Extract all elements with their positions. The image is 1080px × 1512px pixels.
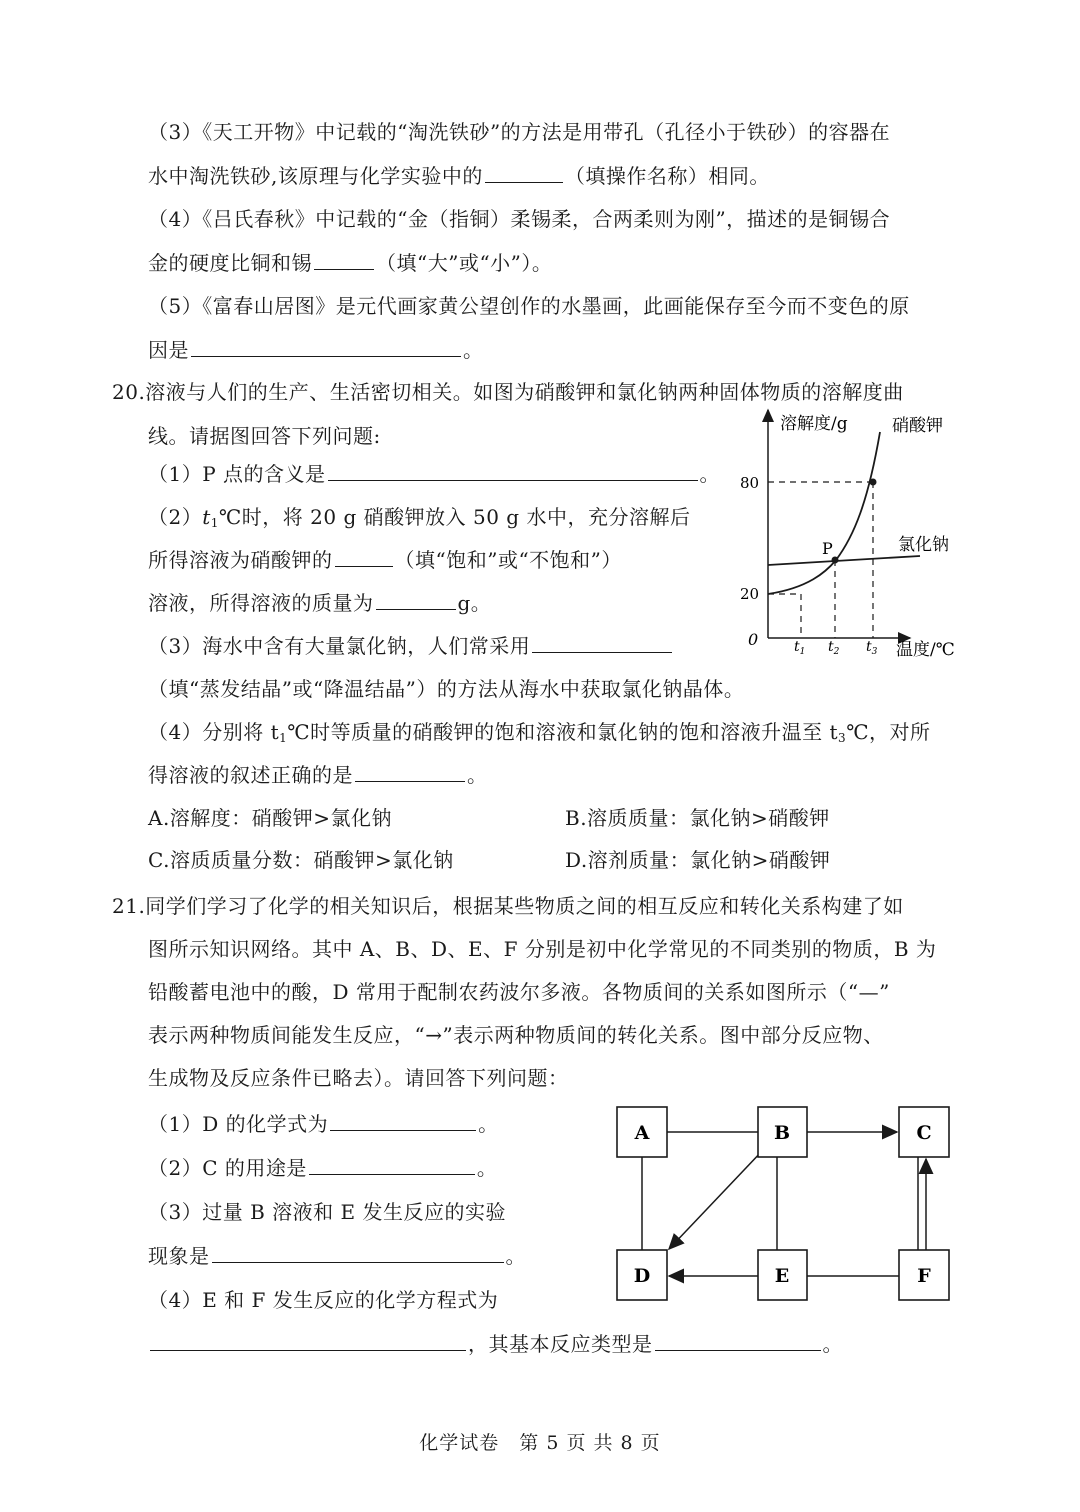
q19-p3-line1: （3）《天工开物》中记载的“淘洗铁砂”的方法是用带孔（孔径小于铁砂）的容器在 [148,120,891,144]
reaction-network-diagram [605,1095,960,1310]
origin-label: 0 [748,630,759,649]
q20-p4-text-mid: ℃时等质量的硝酸钾的饱和溶液和氯化钠的饱和溶液升温至 t [287,720,839,744]
q21-p4-line1: （4）E 和 F 发生反应的化学方程式为 [148,1288,499,1312]
q20-p2-t-sub: 1 [210,516,219,530]
edge-b-d [669,1150,763,1249]
q20-option-b[interactable]: B.溶质质量：氯化钠>硝酸钾 [565,806,830,830]
q21-p4-equation-blank[interactable] [150,1330,466,1351]
node-b [758,1107,807,1157]
q21-intro-line3: 铅酸蓄电池中的酸，D 常用于配制农药波尔多液。各物质间的关系如图所示（“—” [148,980,890,1004]
q20-p4-text-pre: （4）分别将 t [148,720,280,744]
q21-p4-type-blank[interactable] [655,1330,821,1351]
q20-p2-line2-text-b: （填“饱和”或“不饱和”） [394,548,622,572]
q21-p2-answer-blank[interactable] [309,1154,475,1175]
q20-p4-sub3: 3 [838,731,847,745]
q20-option-d[interactable]: D.溶剂质量：氯化钠>硝酸钾 [565,848,831,872]
q20-p1-text-a: （1）P 点的含义是 [148,462,326,486]
q21-intro-line1: 21.同学们学习了化学的相关知识后，根据某些物质之间的相互反应和转化关系构建了如 [112,894,904,918]
q20-option-c[interactable]: C.溶质质量分数：硝酸钾>氯化钠 [148,848,454,872]
q19-p3-answer-blank[interactable] [485,162,563,183]
q20-p4-sub1: 1 [279,731,288,745]
q20-p3-line2: （填“蒸发结晶”或“降温结晶”）的方法从海水中获取氯化钠晶体。 [148,677,745,701]
node-c-label: C [916,1122,932,1144]
point-p-label: P [822,539,833,558]
node-b-label: B [773,1122,791,1144]
page-footer: 化学试卷 第 5 页 共 8 页 [419,1432,661,1454]
q21-p4-line2 [148,1330,843,1358]
q19-p4-line1: （4）《吕氏春秋》中记载的“金（指铜）柔锡柔，合两柔则为刚”，描述的是铜锡合 [148,207,891,231]
q20-p2-line3 [148,589,491,617]
q19-p5-text-a: 因是 [148,338,189,362]
q20-p2-line3-text-b: g。 [457,591,492,615]
node-a [617,1107,667,1157]
node-a-label: A [634,1122,650,1144]
q21-p3-line2 [148,1242,526,1270]
q21-p3-line1: （3）过量 B 溶液和 E 发生反应的实验 [148,1200,506,1224]
q20-p4-line1 [148,718,931,752]
q21-p1-answer-blank[interactable] [330,1110,476,1131]
q20-p4-line2-text-a: 得溶液的叙述正确的是 [148,763,353,787]
series-label-nacl: 氯化钠 [898,535,949,555]
node-e-label: E [774,1265,790,1287]
series-label-kno3: 硝酸钾 [892,416,943,436]
q19-p4-answer-blank[interactable] [314,249,374,270]
q21-p1-text-a: （1）D 的化学式为 [148,1112,329,1136]
solubility-chart [728,402,978,664]
q21-p1 [148,1110,499,1138]
q21-intro-line5: 生成物及反应条件已略去）。请回答下列问题： [148,1066,569,1090]
q20-p3-answer-blank[interactable] [532,632,672,653]
q19-p3-text-b: （填操作名称）相同。 [564,164,770,188]
q21-p1-text-b: 。 [478,1112,499,1136]
q19-p3-text-a: 水中淘洗铁砂,该原理与化学实验中的 [148,164,483,188]
q21-intro-line4: 表示两种物质间能发生反应，“→”表示两种物质间的转化关系。图中部分反应物、 [148,1023,884,1047]
series-line-nacl [768,556,920,565]
x-tick-t2: $t_2$ [828,639,840,657]
node-f-label: F [917,1265,931,1287]
q21-p4-text-a: ，其基本反应类型是 [468,1332,653,1356]
x-tick-t1: $t_1$ [794,639,806,657]
q19-p3-line2 [148,162,770,190]
q21-intro-line2: 图所示知识网络。其中 A、B、D、E、F 分别是初中化学常见的不同类别的物质，B 为 [148,937,937,961]
q20-p4-text-post: ℃，对所 [846,720,931,744]
q21-p2-text-a: （2）C 的用途是 [148,1156,307,1180]
node-d-label: D [633,1265,651,1287]
q19-p4-text-b: （填“大”或“小”）。 [376,251,553,275]
q20-p2-t: t [202,505,211,529]
q20-p2-line1-text: ℃时，将 20 g 硝酸钾放入 50 g 水中，充分溶解后 [218,505,691,529]
q20-p1-answer-blank[interactable] [328,460,698,481]
q20-p2-mass-blank[interactable] [376,589,456,610]
y-axis-label: 溶解度/g [780,414,848,434]
q19-p4-line2 [148,249,552,277]
q20-p3-text-a: （3）海水中含有大量氯化钠，人们常采用 [148,634,531,658]
q20-p2-prefix: （2） [148,505,203,529]
q21-p4-text-b: 。 [822,1332,843,1356]
q20-p2-line2 [148,546,622,574]
q20-p4-line2-text-b: 。 [467,763,488,787]
q20-p4-answer-blank[interactable] [355,761,465,782]
q19-p4-text-a: 金的硬度比铜和锡 [148,251,312,275]
q21-p3-text-b: 。 [505,1244,526,1268]
q20-p2-line1 [148,503,690,537]
q20-intro-line1: 20.溶液与人们的生产、生活密切相关。如图为硝酸钾和氯化钠两种固体物质的溶解度曲 [112,380,904,404]
q20-intro-line2: 线。请据图回答下列问题: [148,424,381,448]
node-c [899,1107,949,1157]
y-tick-80: 80 [740,474,760,492]
q20-p1-text-b: 。 [699,462,721,486]
q20-p3-line1 [148,632,674,660]
q21-p3-answer-blank[interactable] [212,1242,504,1263]
q19-p5-line1: （5）《富春山居图》是元代画家黄公望创作的水墨画，此画能保存至今而不变色的原 [148,294,910,318]
series-line-kno3 [768,432,880,594]
x-tick-t3: $t_3$ [866,639,878,657]
q19-p5-answer-blank[interactable] [191,336,461,357]
q19-p5-text-b: 。 [463,338,484,362]
node-d [617,1250,667,1300]
q21-p2-text-b: 。 [476,1156,498,1180]
q20-p1 [148,460,720,488]
q20-p4-line2 [148,761,488,789]
q20-p2-saturation-blank[interactable] [335,546,393,567]
node-f [899,1250,949,1300]
q20-p2-line3-text-a: 溶液，所得溶液的质量为 [148,591,374,615]
y-tick-20: 20 [740,585,760,603]
x-axis-label: 温度/℃ [896,640,955,660]
q20-p2-line2-text-a: 所得溶液为硝酸钾的 [148,548,333,572]
point-kno3-t3 [870,479,877,486]
node-e [758,1250,807,1300]
q20-option-a[interactable]: A.溶解度：硝酸钾>氯化钠 [148,806,393,830]
q21-p2 [148,1154,497,1182]
q19-p5-line2 [148,336,484,364]
q21-p3-text-a: 现象是 [148,1244,210,1268]
